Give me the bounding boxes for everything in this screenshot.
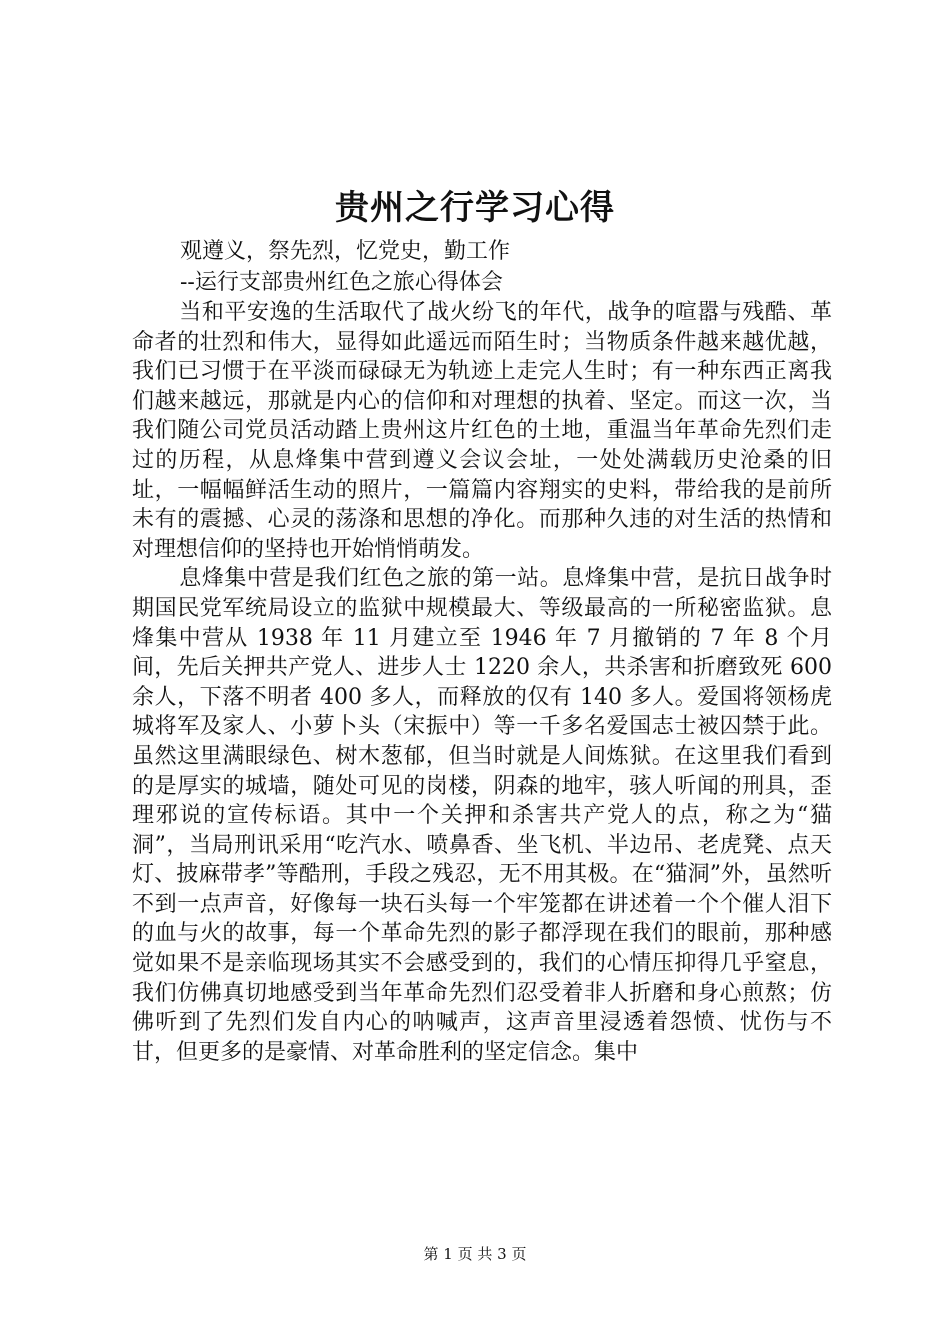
document-subtitle-2: --运行支部贵州红色之旅心得体会 (180, 270, 503, 295)
page-footer: 第 1 页 共 3 页 (423, 1245, 527, 1263)
document-title: 贵州之行学习心得 (335, 188, 615, 228)
body-paragraph-1: 当和平安逸的生活取代了战火纷飞的年代，战争的喧嚣与残酷、革命者的壮烈和伟大，显得如此遥远而陌生时；当物质条件越来越优越，我们已习惯于在平淡而碌碌无为轨迹上走完人生时；有一种东西正离我们越来越远，那就是内心的信仰和对理想的执着、坚定。而这一次，当我们随公司党员活动踏上贵州这片红色的土地，重温当年革命先烈们走过的历程，从息烽集中营到遵义会议会址，一处处满载历史沧桑的旧址，一幅幅鲜活生动的照片，一篇篇内容翔实的史料，带给我的是前所未有的震撼、心灵的荡涤和思想的净化。而那种久违的对生活的热情和对理想信仰的坚持也开始悄悄萌发。 (132, 300, 832, 562)
document-subtitle-1: 观遵义，祭先烈，忆党史，勤工作 (180, 239, 511, 264)
document-body (132, 298, 832, 1067)
body-paragraph-2: 息烽集中营是我们红色之旅的第一站。息烽集中营，是抗日战争时期国民党军统局设立的监狱中规模最大、等级最高的一所秘密监狱。息烽集中营从 1938 年 11 月建立至 1946 年 7 月撤销的 7 年 8 个月间，先后关押共产党人、进步人士 1220 余人，共杀害和折磨致死 600 余人，下落不明者 400 多人，而释放的仅有 140 多人。爱国将领杨虎城将军及家人、小萝卜头（宋振中）等一千多名爱国志士被囚禁于此。虽然这里满眼绿色、树木葱郁，但当时就是人间炼狱。在这里我们看到的是厚实的城墙，随处可见的岗楼，阴森的地牢，骇人听闻的刑具，歪理邪说的宣传标语。其中一个关押和杀害共产党人的点，称之为“猫洞”，当局刑讯采用“吃汽水、喷鼻香、坐飞机、半边吊、老虎凳、点天灯、披麻带孝”等酷刑，手段之残忍，无不用其极。在“猫洞”外，虽然听不到一点声音，好像每一块石头每一个牢笼都在讲述着一个个催人泪下的血与火的故事，每一个革命先烈的影子都浮现在我们的眼前，那种感觉如果不是亲临现场其实不会感受到的，我们的心情压抑得几乎窒息，我们仿佛真切地感受到当年革命先烈们忍受着非人折磨和身心煎熬；仿佛听到了先烈们发自内心的呐喊声，这声音里浸透着怨愤、忧伤与不甘，但更多的是豪情、对革命胜利的坚定信念。集中 (132, 566, 832, 1065)
